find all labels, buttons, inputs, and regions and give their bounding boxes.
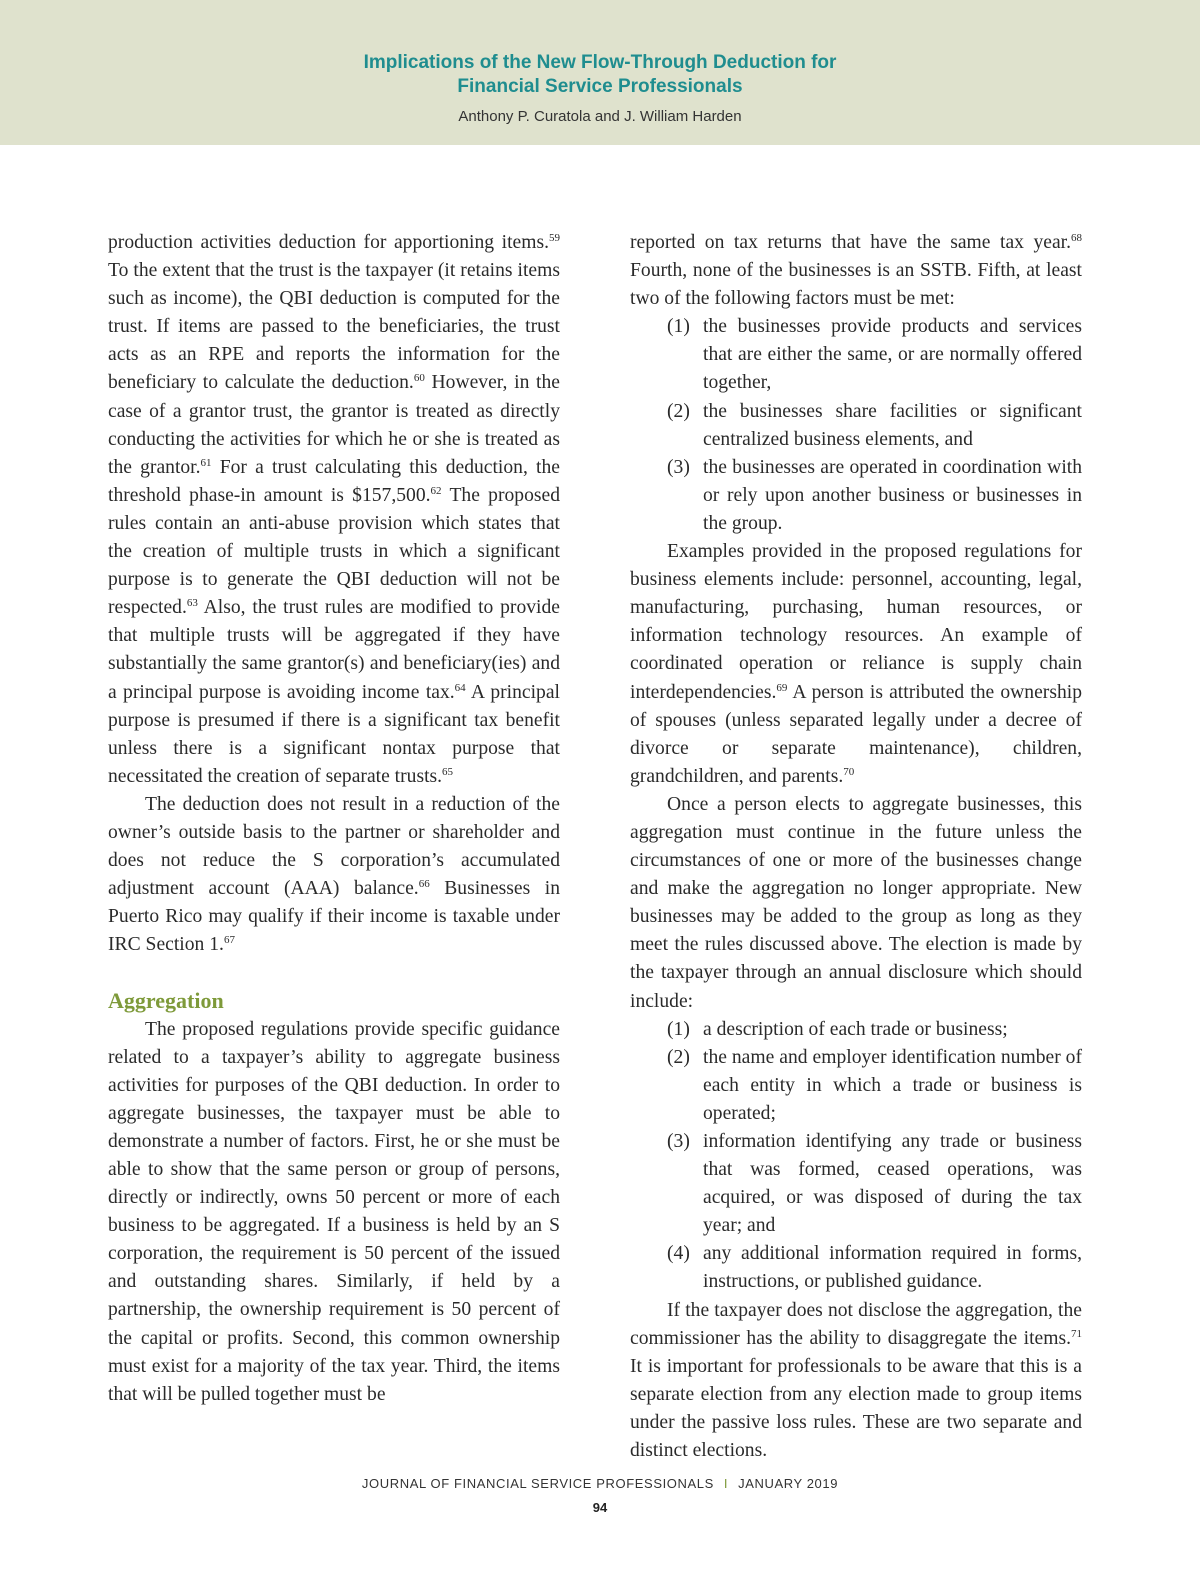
journal-name: JOURNAL OF FINANCIAL SERVICE PROFESSIONALS — [361, 1476, 714, 1491]
footnote-ref: 60 — [413, 372, 425, 385]
article-authors: Anthony P. Curatola and J. William Harden — [458, 108, 742, 125]
right-column — [630, 229, 1082, 1465]
footnote-ref: 65 — [442, 765, 454, 778]
right-paragraph-3: Once a person elects to aggregate businesses, this aggregation must continue in the future unless the circumstances of one or more of the businesses change and make the aggregation no longer appropriate. New businesses may be added to the group as long as they meet the rules discussed above. The election is made by the taxpayer through an annual disclosure which should include: — [630, 793, 1082, 1012]
section-heading-aggregation: Aggregation — [108, 988, 224, 1014]
list-item: (1) the businesses provide products and services that are either the same, or are normally offered together, — [667, 316, 1082, 394]
article-title — [0, 51, 1200, 99]
footnote-ref: 68 — [1071, 232, 1082, 244]
header-band — [0, 0, 1200, 145]
page-footer — [0, 1474, 1200, 1494]
left-paragraph-3: The proposed regulations provide specific guidance related to a taxpayer’s ability to aggregate business activities for purposes of the QBI deduction. In order to aggregate businesses, the taxpayer must be able to demonstrate a number of factors. First, he or she must be able to show that the same person or group of persons, directly or indirectly, owns 50 percent or more of each business to be aggregated. If a business is held by an S corporation, the requirement is 50 percent of the issued and outstanding shares. Similarly, if held by a partnership, the ownership requirement is 50 percent of the capital or profits. Second, this common ownership must exist for a majority of the tax year. Third, the items that will be pulled together must be — [108, 1018, 560, 1405]
list-item: (3) information identifying any trade or business that was formed, ceased operations, was acquired, or was disposed of during the tax year; and — [667, 1131, 1082, 1237]
article-title-line-2: Financial Service Professionals — [457, 76, 743, 97]
left-paragraph-1: production activities deduction for apportioning items.$^{59}$ To the extent that the trust is the taxpayer (it retains items such as income), the QBI deduction is computed for the trust. If items are passed to the beneficiaries, the trust acts as an RPE and reports the information for the beneficiary to calculate the deduction.$^{60}$ However, in the case of a grantor trust, the grantor is treated as directly conducting the activities for which he or she is treated as the grantor.$^{61}$ For a trust calculating this deduction, the threshold phase-in amount is $157,500.62 The proposed rules contain an anti-abuse provision which states that the creation of multiple trusts in which a significant purpose is to generate the QBI deduction will not be respected.$^{63}$ Also, the trust rules are modified to provide that multiple trusts will be aggregated if they have substantially the same grantor(s) and beneficiary(ies) and a principal purpose is avoiding income tax.$^{64}$ A principal purpose is presumed if there is a significant tax benefit unless there is a significant nontax purpose that necessitated the creation of separate trusts.$^{65}$ — [108, 232, 560, 787]
footnote-ref: 61 — [200, 456, 212, 469]
footnote-ref: 63 — [186, 597, 198, 610]
right-paragraph-2: Examples provided in the proposed regulations for business elements include: personnel, accounting, legal, manufacturing, purchasing, human resources, or information technology resources. An example of coordinated operation or reliance is supply chain interdependencies.$^{69}$ A person is attributed the ownership of spouses (unless separated legally under a decree of divorce or separate maintenance), children, grandchildren, and parents.$^{70}$ — [630, 541, 1082, 787]
right-paragraph-4: If the taxpayer does not disclose the aggregation, the commissioner has the ability to disaggregate the items.$^{71}$ It is important for professionals to be aware that this is a separate election from any election made to group items under the passive loss rules. These are two separate and distinct elections. — [630, 1299, 1082, 1462]
issue-date: JANUARY 2019 — [738, 1476, 839, 1491]
footnote-ref: 64 — [454, 681, 466, 694]
left-column — [108, 229, 560, 1409]
list-item: (3) the businesses are operated in coordination with or rely upon another business or businesses in the group. — [667, 456, 1082, 534]
footnote-ref: 70 — [843, 765, 855, 778]
footnote-ref: 67 — [223, 934, 235, 947]
list-item: (4) any additional information required in forms, instructions, or published guidance. — [667, 1243, 1082, 1293]
list-item: (1) a description of each trade or business; — [667, 1018, 1008, 1040]
page-number: 94 — [592, 1500, 608, 1515]
list-item: (2) the name and employer identification number of each entity in which a trade or business is operated; — [667, 1046, 1082, 1124]
footnote-ref: 71 — [1071, 1327, 1082, 1340]
footnote-ref: 62 — [430, 484, 442, 497]
footnote-ref: 69 — [776, 681, 788, 694]
footnote-ref: 66 — [418, 878, 430, 891]
disclosure-list — [630, 1016, 1082, 1297]
left-paragraph-2: The deduction does not result in a reduction of the owner’s outside basis to the partner or shareholder and does not reduce the S corporation’s accumulated adjustment account (AAA) balance.$^{66}$ Businesses in Puerto Rico may qualify if their income is taxable under IRC Section 1.67 — [108, 793, 560, 956]
right-paragraph-1: reported on tax returns that have the same tax year.$^{68}$ Fourth, none of the businesses is an SSTB. Fifth, at least two of the following factors must be met: — [630, 232, 1082, 310]
footer-separator: I — [723, 1476, 729, 1491]
footnote-ref: 59 — [549, 232, 560, 244]
list-item: (2) the businesses share facilities or significant centralized business elements, and — [667, 400, 1082, 450]
article-title-line-1: Implications of the New Flow-Through Deduction for — [363, 52, 837, 73]
factors-list — [630, 313, 1082, 538]
